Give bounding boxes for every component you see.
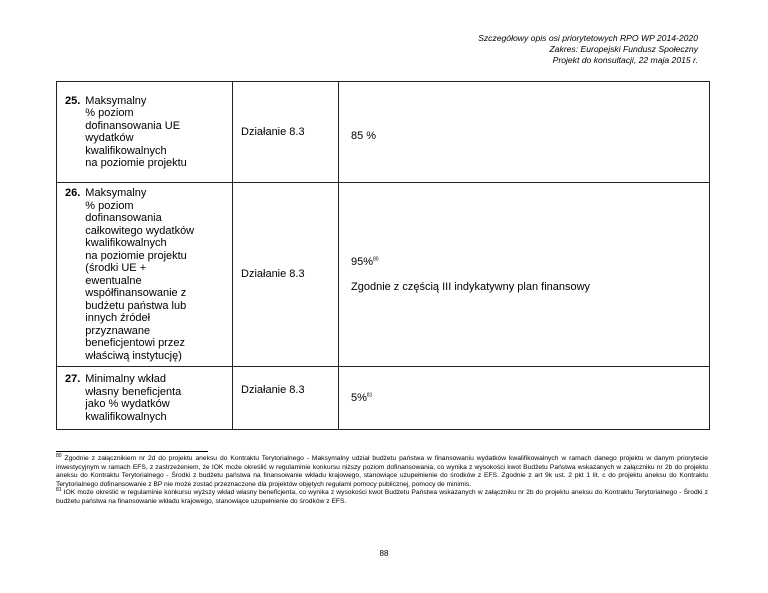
criteria-table xyxy=(56,81,710,430)
footnote-text: IOK może określić w regulaminie konkursu wyższy wkład własny beneficjenta, co wynika z wysokości kwot Budżetu Państwa wskazanych w załączniku nr 2b do projektu aneksu do Kontraktu Terytorialnego - Środki z budżetu państwa na finansowanie wkładu krajowego, stanowiące uzupełnienie do środków z EFS. xyxy=(56,489,708,505)
header-line-2: Zakres: Europejski Fundusz Społeczny xyxy=(549,44,698,54)
criterion-text: Maksymalny % poziom dofinansowania całkowitego wydatków kwalifikowalnych na poziomie projektu (środki UE + ewentualne współfinansowanie z budżetu państwa lub innych źródeł przyznawane beneficjentowi przez właściwą instytucję) xyxy=(85,187,195,362)
page-number: 88 xyxy=(379,549,389,558)
value-text: 95% xyxy=(351,256,374,268)
table-row xyxy=(57,367,710,430)
footnote-marker: 81 xyxy=(56,487,62,494)
value-cell xyxy=(339,82,710,183)
value-text: 85 % xyxy=(351,129,377,142)
value-note: Zgodnie z częścią III indykatywny plan finansowy xyxy=(351,280,591,293)
footnote xyxy=(56,452,708,489)
table-row xyxy=(57,82,710,183)
footnote-text: Zgodnie z załącznikiem nr 2d do projektu aneksu do Kontraktu Terytorialnego - Maksymalny udział budżetu państwa w finansowaniu wydatków kwalifikowalnych w ramach danego projektu w danym priorytecie inwestycyjnym w ramach EFS, z zastrzeżeniem, że IOK może określić w regulaminie konkursu niższy poziom dofinansowania, co wynika z wysokości kwot Budżetu Państwa wskazanych w załączniku nr 2b do projektu aneksu do Kontraktu Terytorialnego - Środki z budżetu państwa na finansowanie wkładu krajowego, stanowiące uzupełnienie do środków z EFS. Zgodnie z art 9k ust. 2 pkt 1 lit. c do projektu aneksu do Kontraktu Terytorialnego dofinansowanie z BP nie może zostać przeznaczone dla projektów objętych regułami pomocy publicznej, pomocy de minimis. xyxy=(56,455,708,488)
footnote-separator xyxy=(56,451,208,452)
footnote xyxy=(56,489,708,506)
action-text: Działanie 8.3 xyxy=(241,268,305,281)
value-text: 5% xyxy=(351,391,367,404)
header-line-1: Szczegółowy opis osi priorytetowych RPO WP 2014-2020 xyxy=(478,33,698,43)
criterion-text: Minimalny wkład własny beneficjenta jako % wydatków kwalifikowalnych xyxy=(85,373,182,423)
criterion-cell xyxy=(57,367,233,430)
criterion-number: 25. xyxy=(65,94,81,107)
criterion-cell xyxy=(57,82,233,183)
action-cell xyxy=(233,82,339,183)
action-cell xyxy=(233,367,339,430)
action-text: Działanie 8.3 xyxy=(241,383,305,396)
action-cell xyxy=(233,183,339,367)
criterion-text: Maksymalny % poziom dofinansowania UE wydatków kwalifikowalnych na poziomie projektu xyxy=(85,94,187,169)
footnote-ref[interactable]: 81 xyxy=(366,392,373,399)
criterion-cell xyxy=(57,183,233,367)
value-cell xyxy=(339,367,710,430)
criterion-number: 27. xyxy=(65,373,81,385)
header-line-3: Projekt do konsultacji, 22 maja 2015 r. xyxy=(552,55,698,65)
value-cell xyxy=(339,183,710,367)
document-header xyxy=(478,33,698,66)
footnote-marker: 80 xyxy=(56,452,62,459)
footnotes xyxy=(56,452,708,507)
footnote-ref[interactable]: 80 xyxy=(373,256,379,263)
criterion-number: 26. xyxy=(65,187,81,199)
table-row xyxy=(57,183,710,367)
action-text: Działanie 8.3 xyxy=(241,125,305,138)
